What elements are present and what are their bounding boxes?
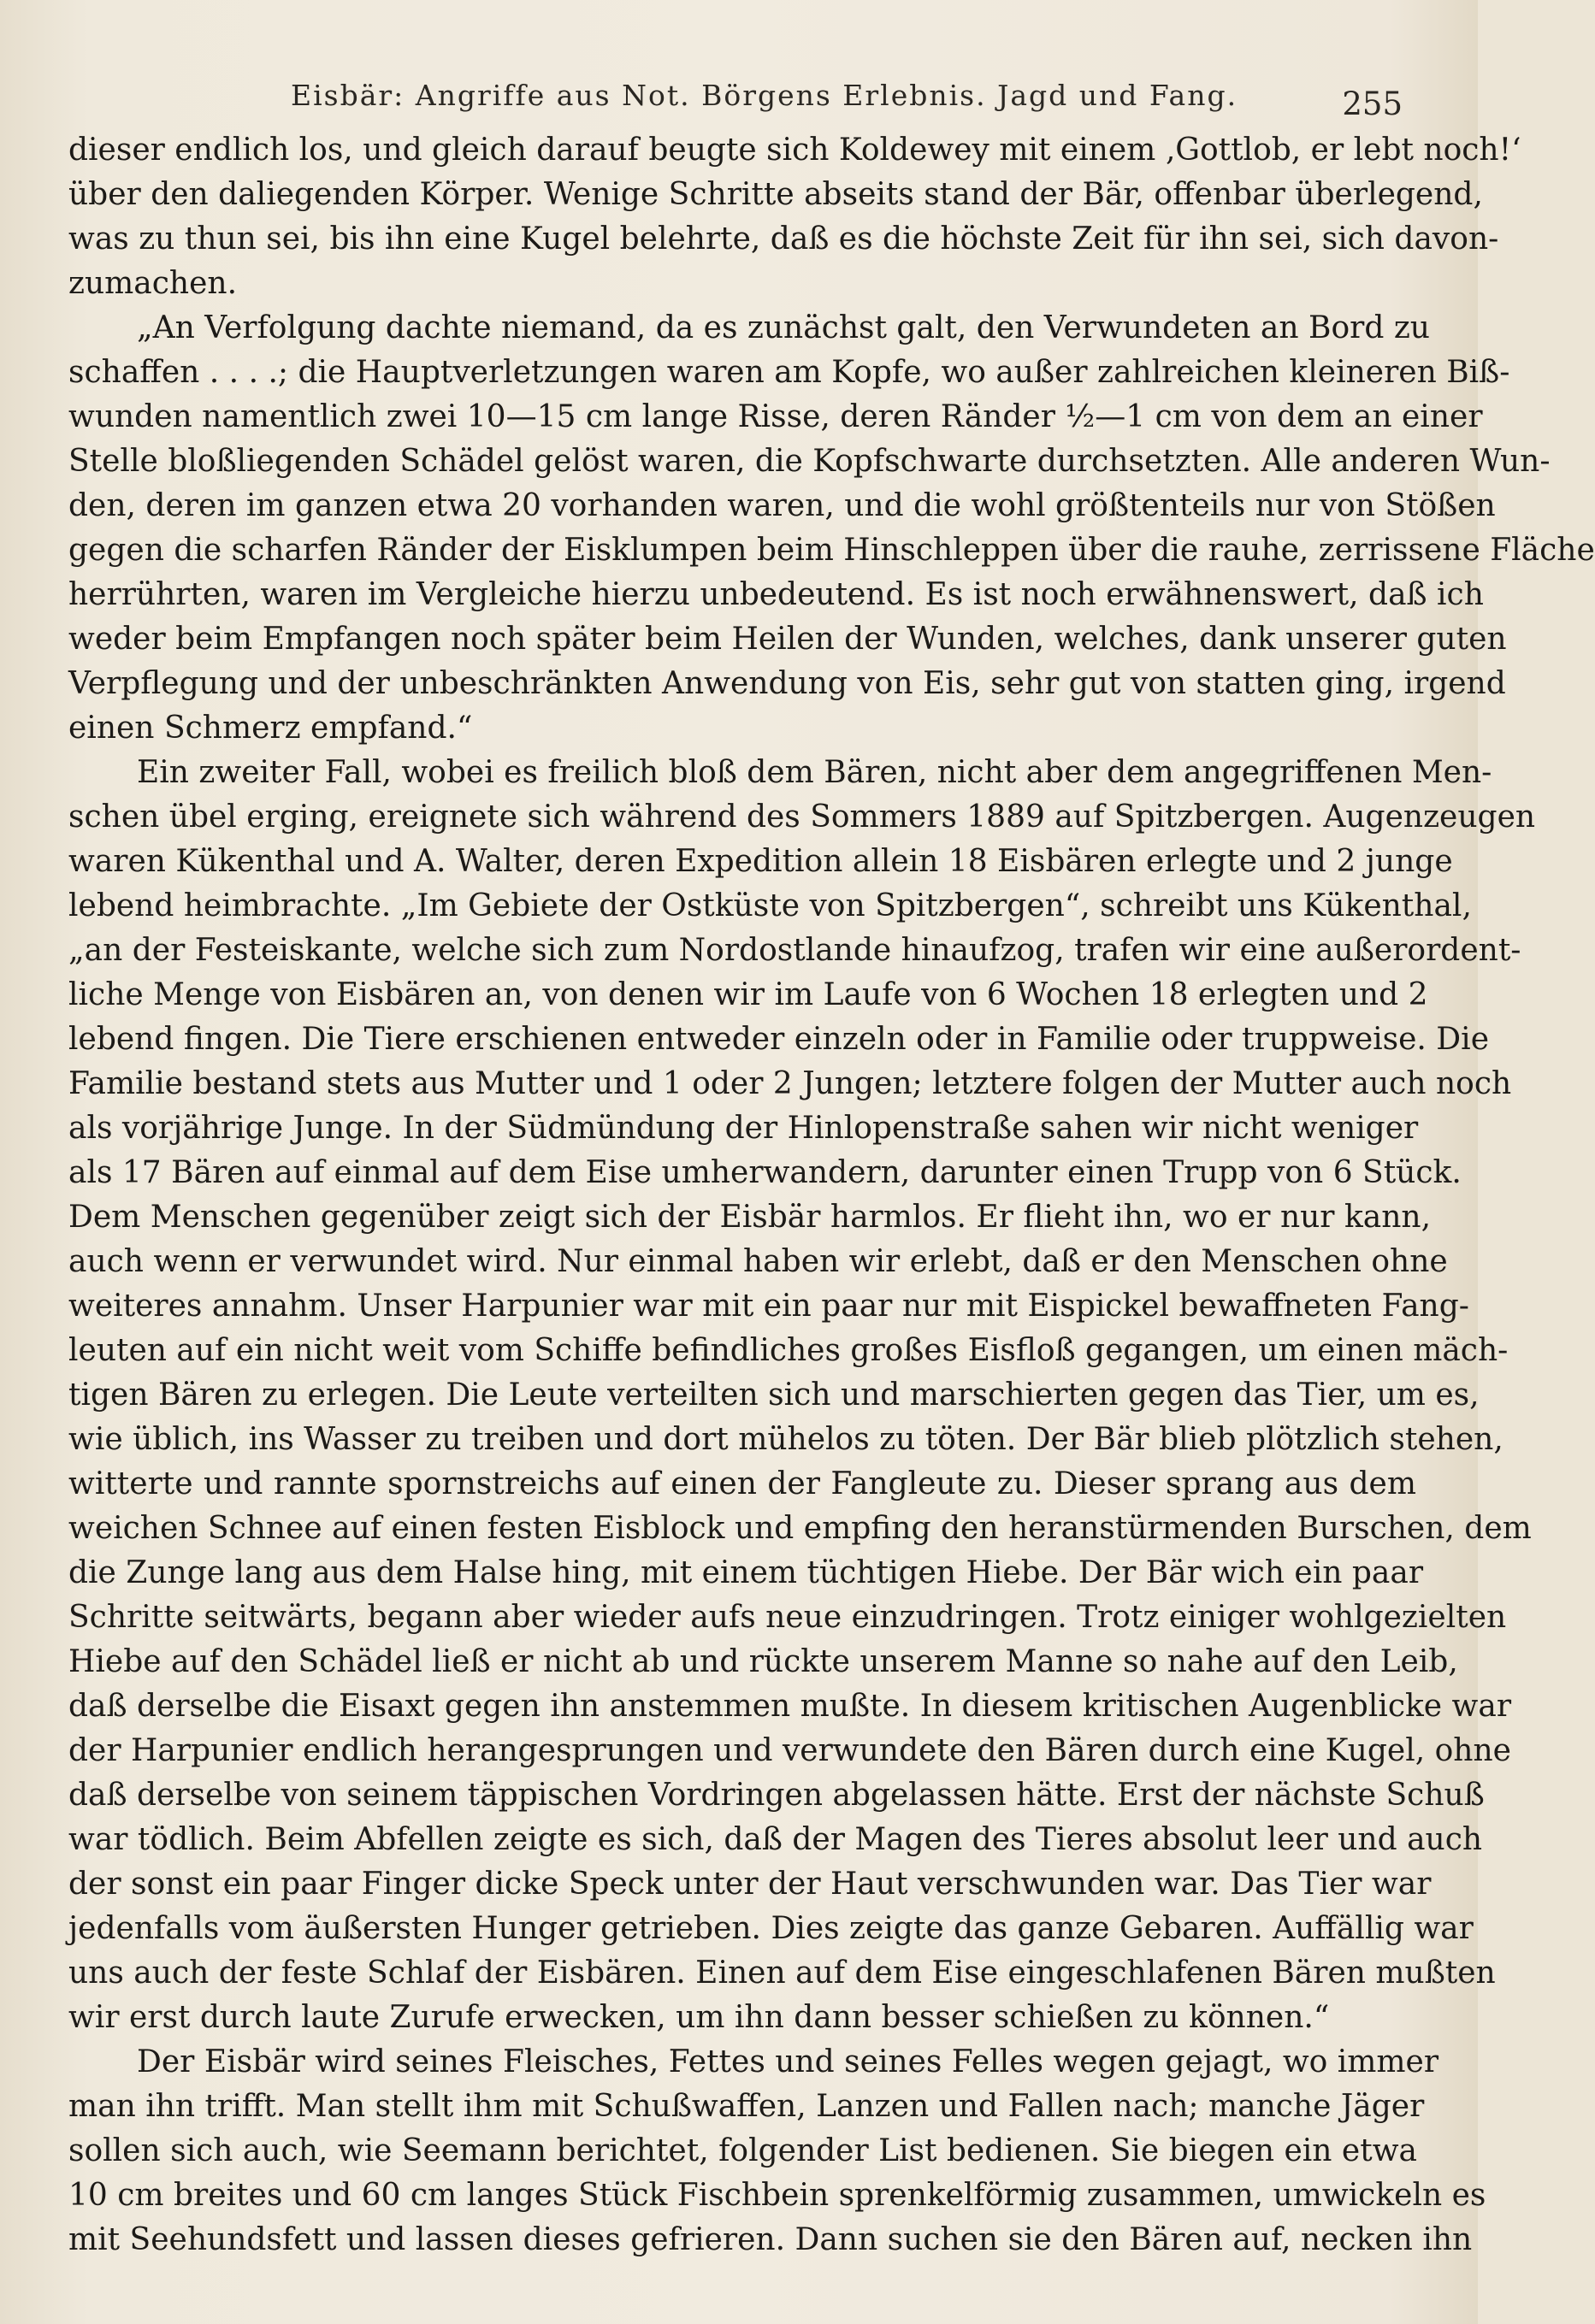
text-line: uns auch der feste Schlaf der Eisbären. Einen auf dem Eise eingeschlafenen Bären mußten bbox=[68, 1955, 1496, 1991]
text-line: Ein zweiter Fall, wobei es freilich bloß dem Bären, nicht aber dem angegriffenen Men- bbox=[137, 755, 1492, 790]
body-text bbox=[68, 128, 1595, 2262]
text-line: Dem Menschen gegenüber zeigt sich der Eisbär harmlos. Er flieht ihn, wo er nur kann, bbox=[68, 1200, 1432, 1235]
text-line: schen übel erging, ereignete sich während des Sommers 1889 auf Spitzbergen. Augenzeugen bbox=[68, 799, 1536, 835]
text-line: wir erst durch laute Zurufe erwecken, um ihn dann besser schießen zu können.“ bbox=[68, 2000, 1330, 2035]
text-line: liche Menge von Eisbären an, von denen wir im Laufe von 6 Wochen 18 erlegten und 2 bbox=[68, 977, 1428, 1012]
text-line: Hiebe auf den Schädel ließ er nicht ab und rückte unserem Manne so nahe auf den Leib, bbox=[68, 1644, 1458, 1679]
text-line: auch wenn er verwundet wird. Nur einmal haben wir erlebt, daß er den Menschen ohne bbox=[68, 1244, 1448, 1279]
text-line: die Zunge lang aus dem Halse hing, mit einem tüchtigen Hiebe. Der Bär wich ein paar bbox=[68, 1555, 1424, 1590]
text-line: Familie bestand stets aus Mutter und 1 oder 2 Jungen; letztere folgen der Mutter auch noch bbox=[68, 1066, 1512, 1101]
text-line: Der Eisbär wird seines Fleisches, Fettes und seines Felles wegen gejagt, wo immer bbox=[137, 2044, 1439, 2079]
text-line: schaffen . . . .; die Hauptverletzungen waren am Kopfe, wo außer zahlreichen kleineren Biß- bbox=[68, 355, 1510, 390]
text-line: gegen die scharfen Ränder der Eisklumpen beim Hinschleppen über die rauhe, zerrissene Fläche bbox=[68, 533, 1595, 568]
running-head bbox=[68, 63, 1418, 123]
text-line: 10 cm breites und 60 cm langes Stück Fischbein sprenkelförmig zusammen, umwickeln es bbox=[68, 2178, 1486, 2213]
text-line: „An Verfolgung dachte niemand, da es zunächst galt, den Verwundeten an Bord zu bbox=[137, 310, 1430, 345]
running-head-title: Eisbär: Angriffe aus Not. Börgens Erlebnis. Jagd und Fang. bbox=[291, 79, 1238, 112]
text-line: waren Kükenthal und A. Walter, deren Expedition allein 18 Eisbären erlegte und 2 junge bbox=[68, 844, 1453, 879]
text-line: sollen sich auch, wie Seemann berichtet, folgender List bedienen. Sie biegen ein etwa bbox=[68, 2133, 1417, 2168]
paragraph bbox=[68, 2040, 1486, 2262]
text-line: wunden namentlich zwei 10—15 cm lange Risse, deren Ränder ½—1 cm von dem an einer bbox=[68, 399, 1483, 434]
text-line: weiteres annahm. Unser Harpunier war mit ein paar nur mit Eispickel bewaffneten Fang- bbox=[68, 1289, 1469, 1324]
text-line: daß derselbe die Eisaxt gegen ihn anstemmen mußte. In diesem kritischen Augenblicke war bbox=[68, 1689, 1512, 1724]
text-line: mit Seehundsfett und lassen dieses gefrieren. Dann suchen sie den Bären auf, necken ihn bbox=[68, 2222, 1473, 2257]
paragraph bbox=[68, 751, 1536, 2040]
text-line: leuten auf ein nicht weit vom Schiffe befindliches großes Eisfloß gegangen, um einen mäch- bbox=[68, 1333, 1509, 1368]
page-number: 255 bbox=[1342, 86, 1403, 122]
paragraph bbox=[68, 128, 1521, 306]
text-line: dieser endlich los, und gleich darauf beugte sich Koldewey mit einem ‚Gottlob, er lebt noch!‘ bbox=[68, 133, 1521, 168]
text-line: „an der Festeiskante, welche sich zum Nordostlande hinaufzog, trafen wir eine außerordent- bbox=[68, 933, 1521, 968]
text-line: den, deren im ganzen etwa 20 vorhanden waren, und die wohl größtenteils nur von Stößen bbox=[68, 488, 1496, 523]
text-line: der Harpunier endlich herangesprungen und verwundete den Bären durch eine Kugel, ohne bbox=[68, 1733, 1511, 1768]
text-line: lebend fingen. Die Tiere erschienen entweder einzeln oder in Familie oder truppweise. Die bbox=[68, 1022, 1489, 1057]
text-line: witterte und rannte spornstreichs auf einen der Fangleute zu. Dieser sprang aus dem bbox=[68, 1466, 1416, 1501]
text-line: Verpflegung und der unbeschränkten Anwendung von Eis, sehr gut von statten ging, irgend bbox=[68, 666, 1506, 701]
text-line: herrührten, waren im Vergleiche hierzu unbedeutend. Es ist noch erwähnenswert, daß ich bbox=[68, 577, 1484, 612]
text-line: als vorjährige Junge. In der Südmündung der Hinlopenstraße sahen wir nicht weniger bbox=[68, 1111, 1419, 1146]
text-line: jedenfalls vom äußersten Hunger getrieben. Dies zeigte das ganze Gebaren. Auffällig war bbox=[68, 1911, 1474, 1946]
text-line: Stelle bloßliegenden Schädel gelöst waren, die Kopfschwarte durchsetzten. Alle anderen Wun- bbox=[68, 444, 1551, 479]
text-line: tigen Bären zu erlegen. Die Leute verteilten sich und marschierten gegen das Tier, um es, bbox=[68, 1377, 1480, 1413]
text-line: wie üblich, ins Wasser zu treiben und dort mühelos zu töten. Der Bär blieb plötzlich stehen, bbox=[68, 1422, 1503, 1457]
text-line: einen Schmerz empfand.“ bbox=[68, 711, 473, 746]
text-line: über den daliegenden Körper. Wenige Schritte abseits stand der Bär, offenbar überlegend, bbox=[68, 177, 1483, 212]
text-line: zumachen. bbox=[68, 266, 238, 301]
text-line: was zu thun sei, bis ihn eine Kugel belehrte, daß es die höchste Zeit für ihn sei, sich davon- bbox=[68, 221, 1499, 257]
text-line: man ihn trifft. Man stellt ihm mit Schußwaffen, Lanzen und Fallen nach; manche Jäger bbox=[68, 2089, 1425, 2124]
text-line: lebend heimbrachte. „Im Gebiete der Ostküste von Spitzbergen“, schreibt uns Kükenthal, bbox=[68, 888, 1472, 923]
text-line: weder beim Empfangen noch später beim Heilen der Wunden, welches, dank unserer guten bbox=[68, 622, 1507, 657]
text-line: daß derselbe von seinem täppischen Vordringen abgelassen hätte. Erst der nächste Schuß bbox=[68, 1778, 1485, 1813]
text-line: weichen Schnee auf einen festen Eisblock und empfing den heranstürmenden Burschen, dem bbox=[68, 1511, 1532, 1546]
text-line: der sonst ein paar Finger dicke Speck unter der Haut verschwunden war. Das Tier war bbox=[68, 1867, 1432, 1902]
text-line: als 17 Bären auf einmal auf dem Eise umherwandern, darunter einen Trupp von 6 Stück. bbox=[68, 1155, 1462, 1190]
text-line: war tödlich. Beim Abfellen zeigte es sich, daß der Magen des Tieres absolut leer und auch bbox=[68, 1822, 1483, 1857]
paragraph bbox=[68, 306, 1595, 751]
text-line: Schritte seitwärts, begann aber wieder aufs neue einzudringen. Trotz einiger wohlgezielten bbox=[68, 1600, 1507, 1635]
